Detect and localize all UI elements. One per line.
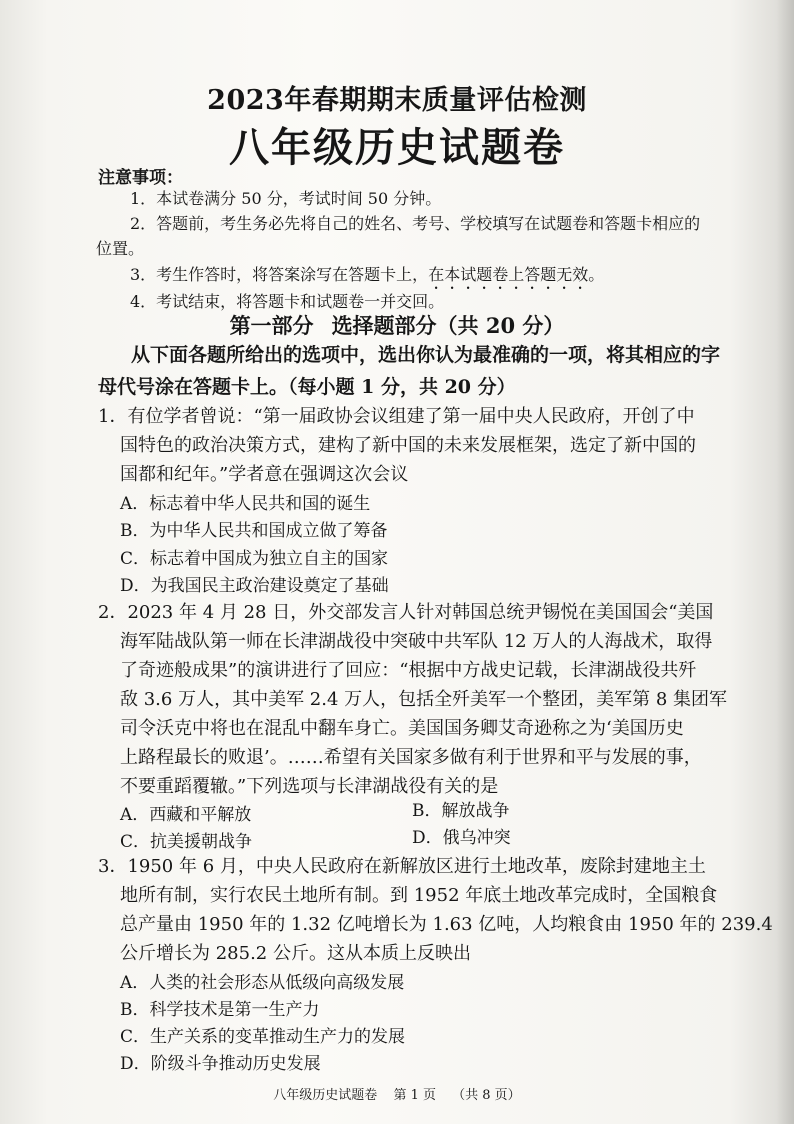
footer-page-number: 第 1 页 xyxy=(393,1088,436,1103)
q2-stem-line-5: 司令沃克中将也在混乱中翻车身亡。美国国务卿艾奇逊称之为‘美国历史 xyxy=(120,718,684,739)
q3-option-a: A．人类的社会形态从低级向高级发展 xyxy=(120,973,405,993)
note-item-3-prefix: 3．考生作答时，将答案涂写在答题卡上， xyxy=(130,265,429,284)
exam-subtitle: 2023年春期期末质量评估检测 xyxy=(207,85,587,116)
q3-stem-line-2: 地所有制，实行农民土地所有制。到 1952 年底土地改革完成时，全国粮食 xyxy=(120,885,718,906)
q1-option-c: C．标志着中国成为独立自主的国家 xyxy=(120,549,389,569)
q2-stem-line-6: 上路程最长的败退’。……希望有关国家多做有利于世界和平与发展的事， xyxy=(120,747,702,768)
footer-exam-name: 八年级历史试题卷 xyxy=(273,1088,378,1103)
q2-option-c: C．抗美援朝战争 xyxy=(120,832,253,852)
section-name: 选择题部分（共 20 分） xyxy=(331,313,565,338)
q1-option-d: D．为我国民主政治建设奠定了基础 xyxy=(120,576,389,596)
notes-heading: 注意事项： xyxy=(98,168,183,188)
q2-stem-line-7: 不要重蹈覆辙。”下列选项与长津湖战役有关的是 xyxy=(120,776,499,797)
section-instruction-line-2: 母代号涂在答题卡上。（每小题 1 分，共 20 分） xyxy=(98,376,516,398)
q2-option-a: A．西藏和平解放 xyxy=(120,805,252,825)
q1-option-b: B．为中华人民共和国成立做了筹备 xyxy=(120,521,388,541)
footer-total-pages: （共 8 页） xyxy=(452,1088,521,1103)
q2-option-b: B．解放战争 xyxy=(412,801,510,821)
q2-stem-line-3: 了奇迹般成果”的演讲进行了回应：“根据中方战史记载，长津湖战役共歼 xyxy=(120,660,697,681)
q3-option-c: C．生产关系的变革推动生产力的发展 xyxy=(120,1027,406,1047)
q3-stem-line-1: 3．1950 年 6 月，中央人民政府在新解放区进行土地改革，废除封建地主土 xyxy=(98,856,706,877)
note-item-2: 2．答题前，考生务必先将自己的姓名、考号、学校填写在试题卷和答题卡相应的 xyxy=(130,214,701,233)
q3-stem-line-3: 总产量由 1950 年的 1.32 亿吨增长为 1.63 亿吨，人均粮食由 1950 年的 239.4 xyxy=(120,914,773,935)
q1-option-a: A．标志着中华人民共和国的诞生 xyxy=(120,494,371,514)
q2-stem-line-1: 2．2023 年 4 月 28 日，外交部发言人针对韩国总统尹锡悦在美国国会“美国 xyxy=(98,602,714,623)
note-item-1: 1．本试卷满分 50 分，考试时间 50 分钟。 xyxy=(130,189,442,208)
page-footer xyxy=(0,1084,794,1103)
q2-stem-line-2: 海军陆战队第一师在长津湖战役中突破中共军队 12 万人的人海战术，取得 xyxy=(120,631,713,652)
q2-stem-line-4: 敌 3.6 万人，其中美军 2.4 万人，包括全歼美军一个整团，美军第 8 集团军 xyxy=(120,689,728,710)
note-item-3-emphasis: 在本试题卷上答题无效 xyxy=(428,265,589,284)
section-instruction-line-1: 从下面各题所给出的选项中，选出你认为最准确的一项，将其相应的字 xyxy=(131,344,721,366)
section-part: 第一部分 xyxy=(229,313,314,338)
q3-option-b: B．科学技术是第一生产力 xyxy=(120,1000,320,1020)
q3-stem-line-4: 公斤增长为 285.2 公斤。这从本质上反映出 xyxy=(120,943,471,964)
note-item-2-cont: 位置。 xyxy=(96,239,145,258)
section-title xyxy=(0,310,794,340)
note-item-3-suffix: 。 xyxy=(588,265,605,284)
note-item-4: 4．考试结束，将答题卡和试题卷一并交回。 xyxy=(130,292,445,311)
q3-option-d: D．阶级斗争推动历史发展 xyxy=(120,1054,321,1074)
exam-title: 八年级历史试题卷 xyxy=(229,124,565,171)
q1-stem-line-1: 1．有位学者曾说：“第一届政协会议组建了第一届中央人民政府，开创了中 xyxy=(98,406,695,427)
q2-option-d: D．俄乌冲突 xyxy=(412,828,511,848)
q1-stem-line-2: 国特色的政治决策方式，建构了新中国的未来发展框架，选定了新中国的 xyxy=(120,435,696,456)
q1-stem-line-3: 国都和纪年。”学者意在强调这次会议 xyxy=(120,464,409,485)
